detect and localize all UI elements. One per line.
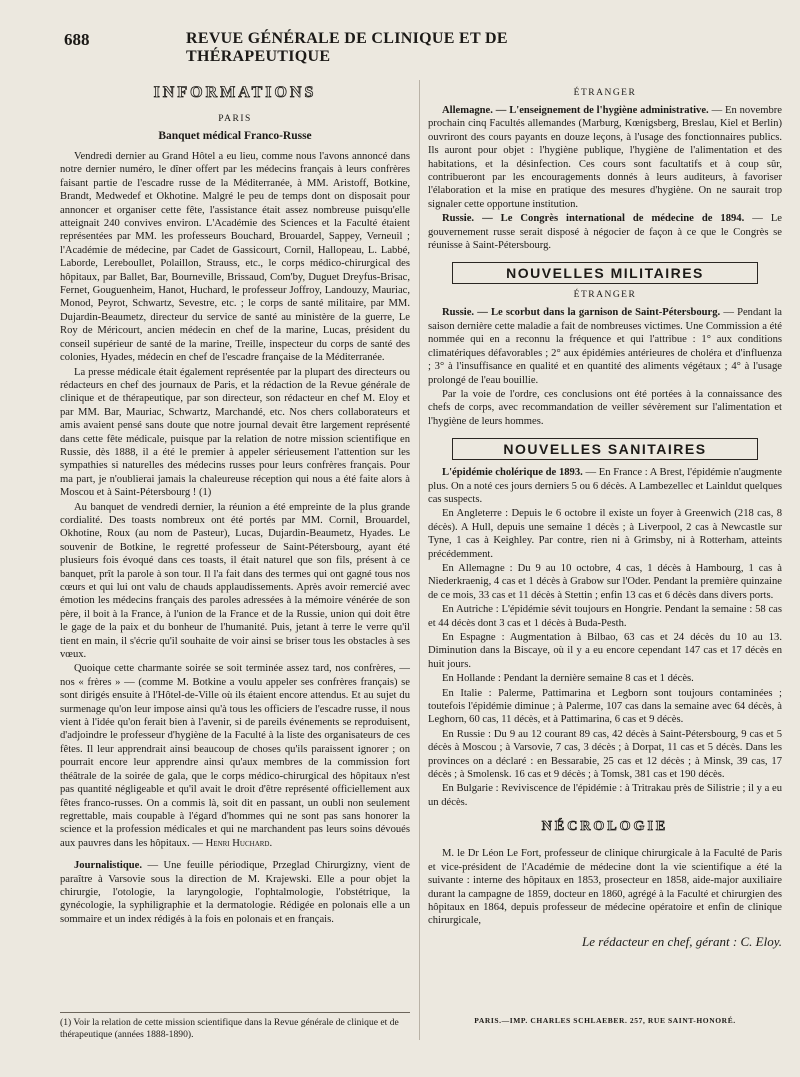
banquet-paragraph: La presse médicale était également représentée par la plupart des directeurs ou rédacteurs en chef des journaux de Paris, et la rédaction de la Revue générale de clinique et de thérapeutique, par son directeur, son rédacteur en chef M. Eloy et par MM. Bar, Mauriac, Schwartz, Marchandé, etc. Nos chers collaborateurs et amis avaient pensé sans doute que notre journal devait être largement représenté dans cette fête médicale, puisque par la relation de notre mission scientifique en Russie, dès 1888, il a été le premier à appeler sérieusement l'attention sur les sympathies si naturelles des médecins russes pour leurs confrères français. Pour ma part, je n'oublierai jamais la chaleureuse réception qui nous a été faite alors à Moscou et à Saint-Pétersbourg ! (1) — [60, 366, 410, 499]
congres-title: Russie. — Le Congrès international de médecine de 1894. — [442, 213, 745, 225]
scorbut-paragraph — [428, 306, 782, 386]
page-number: 688 — [64, 30, 90, 49]
cholera-lead-text: — En France : A Brest, l'épidémie n'augmente plus. On a noté ces jours derniers 5 ou 6 décès. A Lambezellec et Lainldut quelques cas suspects. — [428, 467, 782, 505]
banquet-paragraph: Vendredi dernier au Grand Hôtel a eu lieu, comme nous l'avons annoncé dans notre dernier numéro, le dîner offert par les médecins français à leurs confrères faisant partie de l'escadre russe de la Méditerranée, à MM. Aristoff, Botkine, Brandt, Medwedef et Okhotine. Malgré le peu de temps dont on disposait pour annoncer et organiser cette fête, l'assistance était assez nombreuse puisqu'elle atteignait 240 convives environ. L'Académie des Sciences et la Faculté étaient représentées par MM. les professeurs Bouchard, Brouardel, Sappey, Verneuil ; l'Académie de médecine, par Cadet de Gassicourt, Cornil, Hallopeau, L. Labbé, Laborde, Lereboullet, Polaillon, Strauss, etc., le corps médico-chirurgical des hôpitaux, par Ballet, Bar, Bourneville, Brissaud, Com'by, Duguet Dreyfus-Brisac, Fernet, Gouguenheim, Hanot, Huchard, le professeur Joffroy, Landouzy, Mauriac, Monod, Peyrot, Schwartz, Sevestre, etc. ; le corps de santé militaire, par MM. Dujardin-Beaumetz, directeur du service de santé au ministère de la guerre, Le Roy de Méricourt, ancien médecin en chef de la marine, Lucas, président du conseil supérieur de santé de la marine, Treille, inspecteur du corps de santé des colonies, Hyades, médecin en chef de l'escadre française de la Méditerranée. — [60, 151, 410, 364]
informations-title: INFORMATIONS — [153, 84, 317, 101]
necrologie-paragraph: M. le Dr Léon Le Fort, professeur de clinique chirurgicale à la Faculté de Paris et vice-président de l'Académie de médecine dont la vie scientifique a été la suivante : interne des hôpitaux en 1853, prosecteur en 1858, aide-major auxiliaire durant la campagne de 1859, docteur en 1860, agrégé à la Faculté et chirurgien des hôpitaux en 1864, depuis professeur de médecine opératoire et enfin de clinique chirurgicale, — [428, 848, 782, 927]
banquet-paragraph-text: Quoique cette charmante soirée se soit terminée assez tard, nos confrères, — nos « frères » — (comme M. Botkine a voulu appeler ses confrères français) se sont dirigés ensuite à l'Hôtel-de-Ville où ils étaient encore attendus. Et au sujet du surmenage qu'on leur impose ainsi qu'à tous les officiers de l'escadre russe, il nous vient à l'idée qu'on ferait bien à l'avenir, si de pareils événements se reproduisent, d'adjoindre le professeur d'hygiène de la Faculté à la liste des organisateurs de ces fêtes. Il leur apprendrait ainsi beaucoup de choses qu'ils paraissent ignorer ; on pourrait encore leur apprendre ainsi qu'aux membres de la commission fort théâtrale de la soirée de gala, que le corps médico-chirurgical des hôpitaux n'est pas quantité négligeable et qu'il avait le droit d'être représenté officiellement aux fêtes franco-russes. On a commis là, soit dit en passant, un oubli non seulement regrettable, mais coupable à l'égard d'hommes qui ne sont pas sans honorer la science et la profession médicales et qui ne marchandent pas leurs soins dévoués aux pauvres dans les hôpitaux. — [60, 663, 410, 849]
banquet-paragraph — [60, 662, 410, 850]
cholera-country-item: En Autriche : L'épidémie sévit toujours en Hongrie. Pendant la semaine : 58 cas et 44 décès dont 3 cas et 1 décès à Buda-Pesth. — [428, 604, 782, 629]
scorbut-text: — Pendant la saison dernière cette maladie a fait de nombreuses victimes. Une Commission a été nommée qui en a reconnu la fréquence et qui l'attribue : 1° aux conditions climatériques défavorables ; 2° aux épidémies antérieures de choléra et d'influenza ; 3° à l'insuffisance en qualité et en quantité des aliments végétaux ; 4° à l'usage prolongé de l'eau bouillie. — [428, 307, 782, 386]
necrologie-title: NÉCROLOGIE — [541, 819, 669, 835]
cholera-country-item: En Bulgarie : Reviviscence de l'épidémie : à Tritrakau près de Silistrie ; il y a eu un décès. — [428, 783, 782, 808]
editor-signature: Le rédacteur en chef, gérant : C. Eloy. — [581, 933, 782, 949]
militaires-label: ÉTRANGER — [573, 290, 637, 301]
congres-text: — Le gouvernement russe serait disposé à négocier de façon à ce que le Congrès se réunisse à Saint-Pétersbourg. — [428, 213, 782, 252]
cholera-lead-paragraph — [428, 466, 782, 506]
sanitaires-title: NOUVELLES SANITAIRES — [452, 438, 758, 460]
banquet-article-title: Banquet médical Franco-Russe — [158, 130, 312, 142]
cholera-country-item: En Allemagne : Du 9 au 10 octobre, 4 cas, 1 décès à Hambourg, 1 cas à Niederkraenig, 4 cas et 1 décès à Grabow sur l'Oder. Pendant la première quinzaine de ce mois, 33 cas et 11 décès à Stettin ; enfin 13 cas et 6 décès dans divers ports. — [428, 562, 782, 601]
scorbut-title: Russie. — Le scorbut dans la garnison de Saint-Pétersbourg. — [442, 307, 721, 319]
cholera-country-item: En Italie : Palerme, Pattimarina et Legborn sont toujours contaminées ; toutefois l'épidémie diminue ; à Palerme, 107 cas dans la semaine avec 64 décès, à Leghorn, 60 cas, 11 décès, et à Pattimarina, 6 cas et 9 décès. — [428, 687, 782, 726]
militaires-title: NOUVELLES MILITAIRES — [452, 262, 758, 284]
banquet-paragraph: Au banquet de vendredi dernier, la réunion a été empreinte de la plus grande cordialité. Des toasts nombreux ont été portés par MM. Cornil, Brouardel, Okhotine, Roux (au nom de Pasteur), Lucas, Dujardin-Beaumetz, Hyades. Le souvenir de Botkine, le regretté professeur de Saint-Pétersbourg, ayant été plusieurs fois évoqué dans ces toasts, il était naturel que son fils, présent à ce banquet, prît la parole à son tour. Il l'a fait dans des termes qui ont gagné tous nos cœurs et qui lui ont valu de chauds applaudissements. Après avoir remercié avec émotion les médecins français des paroles adressées à la mémoire vénérée de son père, il boit à la France, à l'union de la France et de la Russie, union qui doit être le gage de la paix et du bonheur de l'humanité. Puis, jetant à terre le verre qu'il tient en main, il s'écrie qu'il souhaite de voir ainsi se briser tous les obstacles à ses vœux. — [60, 501, 410, 661]
cholera-country-item: En Espagne : Augmentation à Bilbao, 63 cas et 24 décès du 10 au 13. Diminution dans la Biscaye, où il y a eu encore cependant 147 cas et 17 décès en huit jours. — [428, 632, 782, 670]
cholera-title: L'épidémie cholérique de 1893. — [442, 467, 583, 479]
scorbut-paragraph-2: Par la voie de l'ordre, ces conclusions ont été portées à la connaissance des chefs de corps, avec recommandation de veiller sévèrement sur l'alimentation et l'hygiène de leurs hommes. — [428, 388, 782, 427]
congres-paragraph — [428, 212, 782, 252]
page-header — [64, 30, 650, 65]
cholera-country-item: En Angleterre : Depuis le 6 octobre il existe un foyer à Greenwich (218 cas, 8 décès). A Hull, depuis une semaine 1 décès ; à Liverpool, 2 cas à Newcastle sur Tyne, 1 cas à Keighley. Par contre, rien ni à Grimsby, ni à Rotterham, atteints précédemment. — [428, 508, 782, 560]
article-signature: — Henri Huchard. — [192, 837, 273, 849]
allemagne-paragraph — [428, 104, 782, 211]
footnote-rule — [60, 1012, 410, 1013]
footnote — [60, 1012, 410, 1041]
cholera-country-item: En Russie : Du 9 au 12 courant 89 cas, 42 décès à Saint-Pétersbourg, 9 cas et 5 décès à Moscou ; à Varsovie, 7 cas, 3 décès ; à Dorpat, 11 cas et 5 décès. Dans les provinces on a déclaré : en Bessarabie, 25 cas et 12 décès ; à Minsk, 39 cas, 17 décès ; à Smolensk. 16 cas et 9 décès ; à Tomsk, 381 cas et 190 décès. — [428, 728, 782, 781]
left-column — [60, 78, 410, 1053]
right-column — [428, 78, 782, 1053]
allemagne-title: Allemagne. — L'enseignement de l'hygiène administrative. — [442, 105, 709, 116]
journalistique-text: — Une feuille périodique, Przeglad Chirurgizny, vient de paraître à Varsovie sous la direction de M. Krajewski. Elle a pour objet la chirurgie, l'otologie, la laryngologie, l'ophtalmologie, l'obstétrique, la gynécologie, la syphiligraphie et la dermatologie. Rédigée en polonais elle a un sommaire et un index rédigés à la fois en polonais et en français. — [60, 860, 410, 925]
allemagne-text: — En novembre prochain cinq Facultés allemandes (Marburg, Kœnigsberg, Breslau, Kiel et Berlin) ouvriront des cours payants en douze leçons, à l'usage des fonctionnaires publics. Ils auront pour objet : l'hygiène publique, l'hygiène de l'alimentation et des habitations, et la désinfection. Ces cours sont facultatifs et à coup sûr, contribueront par les encouragements donnés à leurs auditeurs, à favoriser l'élaboration et la mise en pratique des mesures d'hygiène. On ne saurait trop signaler cette opportune institution. — [428, 105, 782, 210]
footnote-text: (1) Voir la relation de cette mission scientifique dans la Revue générale de clinique et de thérapeutique (années 1888-1890). — [60, 1017, 399, 1040]
journalistique-title: Journalistique. — [74, 860, 142, 872]
informations-location: PARIS — [218, 114, 252, 124]
printer-imprint: PARIS.—IMP. CHARLES SCHLAEBER. 257, RUE SAINT-HONORÉ. — [474, 1016, 736, 1025]
cholera-country-item: En Hollande : Pendant la dernière semaine 8 cas et 1 décès. — [442, 673, 694, 685]
column-divider — [419, 80, 420, 1040]
running-title: REVUE GÉNÉRALE DE CLINIQUE ET DE THÉRAPEUTIQUE — [186, 30, 508, 65]
etranger-label: ÉTRANGER — [573, 88, 637, 98]
journalistique-paragraph — [60, 859, 410, 926]
